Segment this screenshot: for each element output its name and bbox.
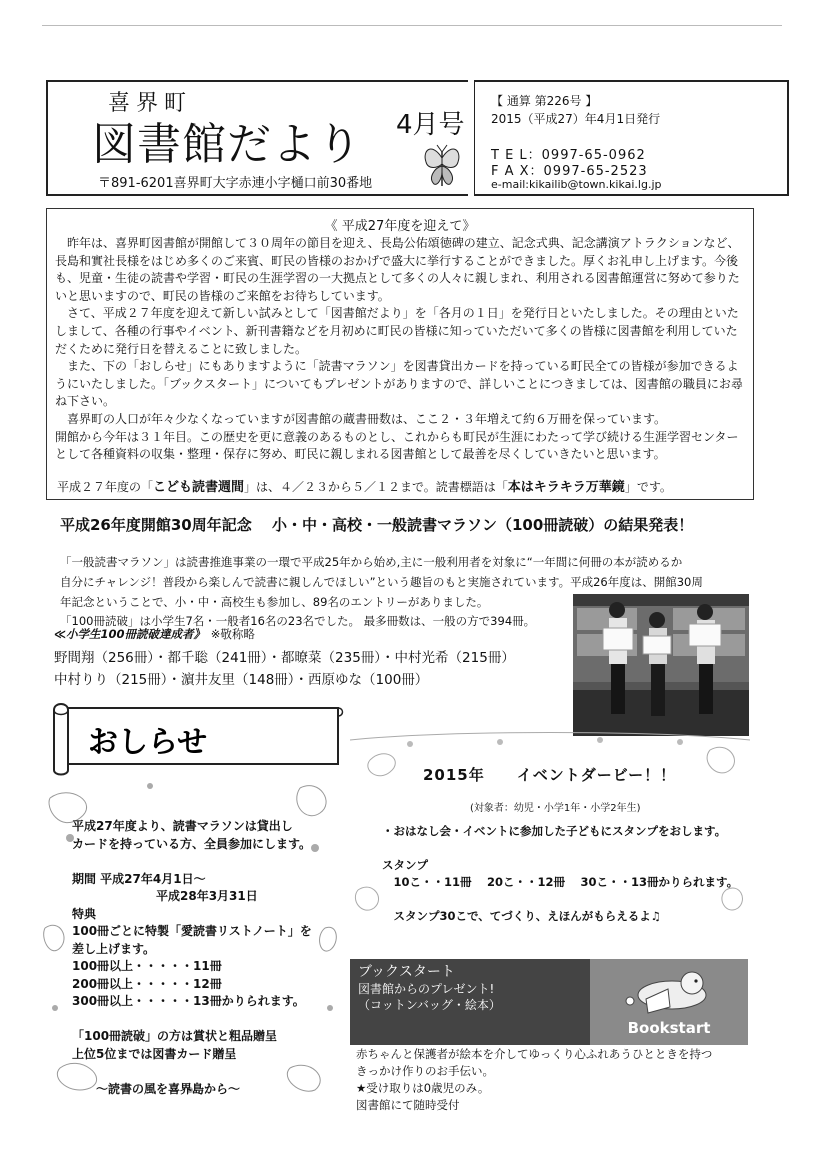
marathon-line: 年記念ということで、小・中・高校生も参加し、89名のエントリーがありました。 <box>60 594 489 609</box>
notice-line: 「100冊読破」の方は賞状と粗品贈呈 <box>72 1029 278 1043</box>
issue-month: 4月号 <box>396 110 465 140</box>
issue-date: 2015（平成27）年4月1日発行 <box>491 112 661 126</box>
notice-line: 期間 平成27年4月1日～ <box>72 871 206 886</box>
greeting-body <box>55 235 747 464</box>
masthead <box>46 80 786 196</box>
greeting-box <box>46 208 754 500</box>
bookstart-note: 赤ちゃんと保護者が絵本を介してゆっくり心ふれあうひとときを持つ <box>356 1047 713 1061</box>
fax-number: F A X：0997-65-2523 <box>491 164 648 179</box>
notice-line: 100冊ごとに特製「愛読書リストノート」を <box>72 924 312 938</box>
email-address[interactable]: e-mail:kikailib@town.kikai.lg.jp <box>491 178 662 191</box>
event-line: スタンプ30こで、てづくり、えほんがもらえるよ♫ <box>382 909 662 923</box>
event-line: 10こ・・11冊 20こ・・12冊 30こ・・13冊かりられます。 <box>382 875 739 889</box>
notice-line: 上位5位までは図書カード贈呈 <box>72 1046 237 1061</box>
bookstart-text <box>358 961 501 1013</box>
notice-body <box>72 818 342 1098</box>
bookstart-note: 図書館にて随時受付 <box>356 1098 460 1112</box>
masthead-info-box <box>474 80 789 196</box>
notice-line: 特典 <box>72 906 97 921</box>
notice-line <box>72 853 342 871</box>
marathon-title: 平成26年度開館30周年記念 小・中・高校・一般読書マラソン（100冊読破）の結果発表！ <box>60 516 694 534</box>
bookstart-note: きっかけ作りのお手伝い。 <box>356 1064 494 1078</box>
notice-heading: おしらせ <box>88 725 208 760</box>
event-line <box>382 891 742 908</box>
greeting-paragraph: 開館から今年は３１年目。この歴史を更に意義のあるものとし、これからも町民が生涯にわたって学び続ける生涯学習センターとして各種資料の収集・整理・保存に努め、町民に親しまれる図書館として最善を尽くしていきたいと思います。 <box>55 429 739 462</box>
reading-motto: 本はキラキラ万華鏡 <box>507 480 625 495</box>
event-line <box>382 840 742 857</box>
greeting-paragraph: 喜界町の人口が年々少なくなっていますが図書館の蔵書冊数は、ここ２・３年増えて約６万冊を保っています。 <box>55 411 667 426</box>
reading-week-note <box>57 476 747 495</box>
honorific-note: ※敬称略 <box>210 627 255 641</box>
greeting-paragraph: 昨年は、喜界町図書館が開館して３０周年の節目を迎え、長島公佑頌徳碑の建立、記念式典、記念講演アトラクションなど、長島和實社長様をはじめ多くのご来賓、町民の皆様のおかげで盛大に挙行することができました。厚くお礼申し上げます。今後も、児童・生徒の読書や学習・町民の生涯学習の一大拠点として多くの人々に親しまれ、利用される図書館運営に努めて参りたいと思いますので、町民の皆様のご来館をお待ちしています。 <box>55 236 740 303</box>
bookstart-notes <box>356 1046 748 1114</box>
notice-line <box>72 1063 342 1081</box>
masthead-title-box <box>46 80 468 196</box>
notice-line: 300冊以上・・・・・13冊かりられます。 <box>72 994 305 1008</box>
bookstart-banner <box>350 959 748 1045</box>
event-line: スタンプ <box>382 858 428 872</box>
bookstart-logo <box>590 959 748 1045</box>
town-name: 喜界町 <box>108 91 193 116</box>
top-rule <box>42 25 782 26</box>
bookstart-title: ブックスタート <box>358 964 455 980</box>
notice-line: 200冊以上・・・・・12冊 <box>72 976 222 991</box>
event-line: ・おはなし会・イベントに参加した子どもにスタンプをおします。 <box>382 824 727 838</box>
bookstart-logo-text: Bookstart <box>627 1019 711 1037</box>
event-target: (対象者：幼児・小学1年・小学2年生) <box>470 803 641 814</box>
notice-line: 差し上げます。 <box>72 941 156 956</box>
reading-week-text: 平成２７年度の「 <box>57 480 154 494</box>
issue-serial: 【 通算 第226号 】 <box>491 94 598 108</box>
notice-scroll-banner <box>48 700 348 776</box>
notice-line: 平成27年度より、読書マラソンは貸出し <box>72 819 293 833</box>
phone-number: T E L：0997-65-0962 <box>491 148 646 163</box>
newsletter-title: 図書館だより <box>92 119 362 170</box>
reading-week-name: こども読書週間 <box>153 480 245 495</box>
reading-week-text: 」です。 <box>624 480 672 494</box>
notice-line: 100冊以上・・・・・11冊 <box>72 959 222 973</box>
achiever-names: 野間翔（256冊）・都千聡（241冊）・都暸菜（235冊）・中村光希（215冊） <box>54 650 515 666</box>
marathon-line: 「100冊読破」は小学生7名・一般者16名の23名でした。 最多冊数は、一般の方で394冊。 <box>60 614 536 629</box>
marathon-line: 自分にチャレンジ！普段から楽しんで読書に親しんでほしい”という趣旨のもと実施されています。平成26年度は、開館30周 <box>60 574 703 589</box>
marathon-line: 「一般読書マラソン」は読書推進事業の一環で平成25年から始め,主に一般利用者を対象に“一年間に何冊の本が読めるか <box>60 555 683 569</box>
library-address: 〒891-6201喜界町大字赤連小字樋口前30番地 <box>98 176 373 191</box>
bookstart-subtitle: 図書館からのプレゼント! <box>358 982 495 996</box>
notice-line: ～読書の風を喜界島から～ <box>72 1081 241 1096</box>
event-title: 2015年 イベントダービー！！ <box>423 766 677 784</box>
greeting-title: 《 平成27年度を迎えて》 <box>324 219 476 234</box>
achievers-heading-text: ≪小学生100冊読破達成者》 <box>54 627 200 641</box>
notice-line <box>72 1011 342 1029</box>
bookstart-subtitle: （コットンバッグ・絵本） <box>358 998 501 1012</box>
notice-line: カードを持っている方、全員参加にします。 <box>72 836 312 851</box>
event-body <box>382 823 742 925</box>
greeting-paragraph: さて、平成２７年度を迎えて新しい試みとして「図書館だより」を「各月の１日」を発行日といたしました。その理由といたしまして、各種の行事やイベント、新刊書籍などを月初めに町民の皆様に知っていただいて多くの皆様に図書館を利用していただくために発行日を替えることに致しました。 <box>55 306 739 356</box>
butterfly-icon <box>422 142 462 190</box>
children-photo <box>573 594 749 736</box>
greeting-paragraph: また、下の「おしらせ」にもありますように「読書マラソン」を図書貸出カードを持っている町民全ての皆様が参加できるようにいたしました。「ブックスタート」についてもプレゼントがありますので、詳しいことにつきましては、図書館の職員にお尋ね下さい。 <box>55 359 743 409</box>
achievers-heading <box>54 626 255 642</box>
notice-line: 平成28年3月31日 <box>72 889 258 903</box>
bookstart-note: ★受け取りは0歳児のみ。 <box>356 1081 490 1095</box>
reading-week-text: 」は、４／２３から５／１２まで。読書標語は「 <box>244 480 508 494</box>
achiever-names: 中村りり（215冊）・濵井友里（148冊）・西原ゆな（100冊） <box>54 672 429 688</box>
